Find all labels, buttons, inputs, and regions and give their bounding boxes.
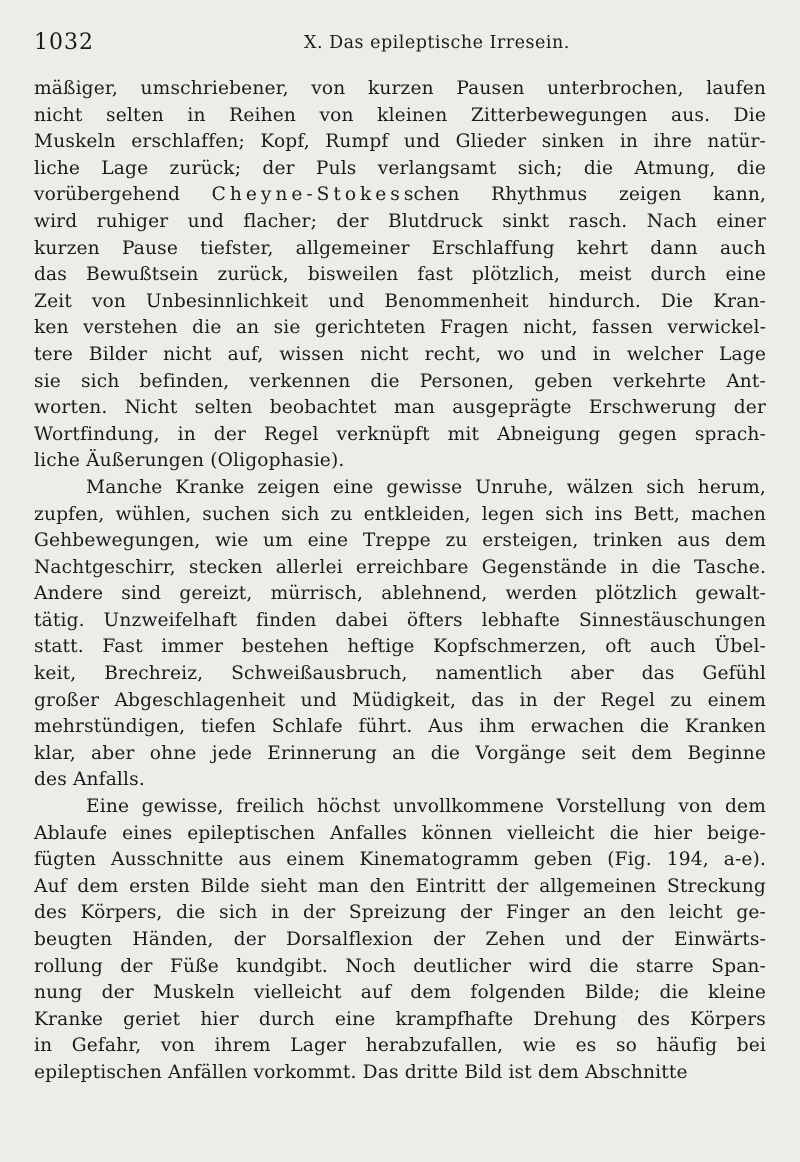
text-line: zupfen, wühlen, suchen sich zu entkleiden, legen sich ins Bett, machen [34,503,766,525]
text-line: tere Bilder nicht auf, wissen nicht recht, wo und in welcher Lage [34,343,766,365]
text-line: Gehbewegungen, wie um eine Treppe zu ersteigen, trinken aus dem [34,530,766,552]
text-line: kurzen Pause tiefster, allgemeiner Erschlaffung kehrt dann auch [34,237,766,259]
text-line: sie sich befinden, verkennen die Personen, geben verkehrte Ant- [34,370,766,392]
text-line: nicht selten in Reihen von kleinen Zitterbewegungen aus. Die [34,104,766,126]
text-line: ken verstehen die an sie gerichteten Fragen nicht, fassen verwickel- [34,317,766,339]
text-line: des Körpers, die sich in der Spreizung der Finger an den leicht ge- [34,902,766,924]
text-line: Kranke geriet hier durch eine krampfhafte Drehung des Körpers [34,1008,766,1030]
text-line: Muskeln erschlaffen; Kopf, Rumpf und Glieder sinken in ihre natür- [34,131,766,153]
text-line: Auf dem ersten Bilde sieht man den Eintritt der allgemeinen Streckung [34,875,766,897]
text-line: wird ruhiger und flacher; der Blutdruck sinkt rasch. Nach einer [34,210,766,232]
text-line: nung der Muskeln vielleicht auf dem folgenden Bilde; die kleine [34,982,766,1004]
text-line: keit, Brechreiz, Schweißausbruch, namentlich aber das Gefühl [34,663,766,685]
paragraph [34,76,766,475]
text-line: in Gefahr, von ihrem Lager herabzufallen, wie es so häufig bei [34,1035,766,1057]
text-line: des Anfalls. [34,769,145,791]
text-line: tätig. Unzweifelhaft finden dabei öfters lebhafte Sinnestäuschungen [34,609,766,631]
text-line: liche Lage zurück; der Puls verlangsamt sich; die Atmung, die [34,157,766,179]
text-segment: schen Rhythmus zeigen kann, [403,184,767,206]
text-line: fügten Ausschnitte aus einem Kinematogramm geben (Fig. 194, a-e). [34,849,766,871]
text-line: worten. Nicht selten beobachtet man ausgeprägte Erschwerung der [34,397,766,419]
spaced-name: Cheyne-Stokes [211,184,404,206]
text-line: mehrstündigen, tiefen Schlafe führt. Aus ihm erwachen die Kranken [34,716,766,738]
text-line: Zeit von Unbesinnlichkeit und Benommenheit hindurch. Die Kran- [34,290,766,312]
text-line [34,182,766,209]
page-header [34,30,766,60]
text-line: klar, aber ohne jede Erinnerung an die Vorgänge seit dem Beginne [34,742,766,764]
paragraph [34,794,766,1087]
text-line: rollung der Füße kundgibt. Noch deutlicher wird die starre Span- [34,955,766,977]
paragraph [34,475,766,794]
text-line: Andere sind gereizt, mürrisch, ablehnend, werden plötzlich gewalt- [34,583,766,605]
text-segment: vorübergehend [34,184,212,206]
text-line: Ablaufe eines epileptischen Anfalles können vielleicht die hier beige- [34,822,766,844]
body-text [34,76,766,1087]
text-line: beugten Händen, der Dorsalflexion der Zehen und der Einwärts- [34,929,766,950]
text-line: epileptischen Anfällen vorkommt. Das dritte Bild ist dem Abschnitte [34,1061,688,1083]
text-line: statt. Fast immer bestehen heftige Kopfschmerzen, oft auch Übel- [34,636,766,658]
text-line: liche Äußerungen (Oligophasie). [34,450,345,472]
text-line: großer Abgeschlagenheit und Müdigkeit, das in der Regel zu einem [34,689,766,711]
running-head: X. Das epileptische Irresein. [304,33,570,53]
text-line: Manche Kranke zeigen eine gewisse Unruhe, wälzen sich herum, [86,476,766,498]
text-line: mäßiger, umschriebener, von kurzen Pausen unterbrochen, laufen [34,78,766,99]
text-line: Wortfindung, in der Regel verknüpft mit Abneigung gegen sprach- [34,423,766,445]
page-number: 1032 [34,30,94,55]
text-line: Eine gewisse, freilich höchst unvollkommene Vorstellung von dem [86,796,766,818]
text-line: das Bewußtsein zurück, bisweilen fast plötzlich, meist durch eine [34,264,766,286]
text-line: Nachtgeschirr, stecken allerlei erreichbare Gegenstände in die Tasche. [34,556,766,578]
